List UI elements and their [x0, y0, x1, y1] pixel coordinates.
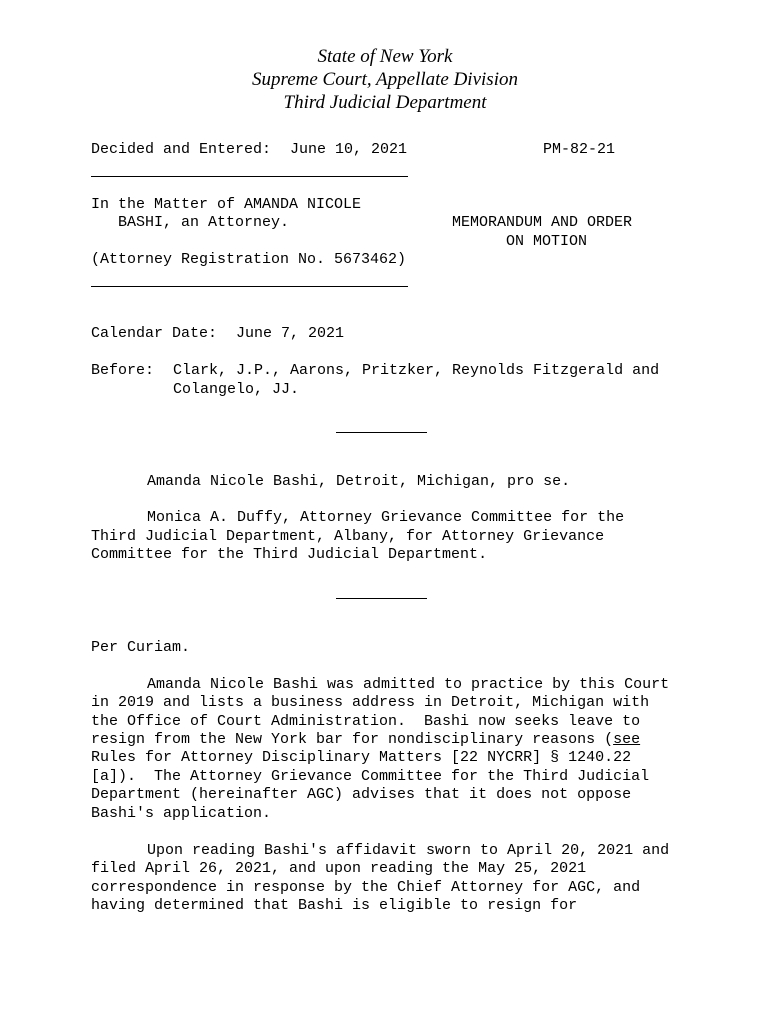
citation-signal-see: see — [613, 731, 641, 748]
matter-line-1: In the Matter of AMANDA NICOLE — [91, 196, 362, 213]
caption-rule-bottom — [91, 286, 408, 287]
para1-line-4 — [91, 731, 640, 750]
decided-date: June 10, 2021 — [290, 141, 408, 158]
para1-line-3: the Office of Court Administration. Bashi now seeks leave to — [91, 713, 641, 730]
court-state: State of New York — [317, 46, 453, 67]
court-name: Supreme Court, Appellate Division — [252, 69, 518, 90]
para2-line-1: Upon reading Bashi's affidavit sworn to April 20, 2021 and — [147, 842, 670, 859]
appearance-agc-line-2: Third Judicial Department, Albany, for Attorney Grievance — [91, 528, 605, 545]
para2-line-4: having determined that Bashi is eligible to resign for — [91, 897, 578, 914]
para1-line-6: [a]). The Attorney Grievance Committee for the Third Judicial — [91, 768, 650, 785]
before-judges-line-1: Clark, J.P., Aarons, Pritzker, Reynolds Fitzgerald and — [173, 362, 660, 379]
para1-line-1: Amanda Nicole Bashi was admitted to practice by this Court — [147, 676, 670, 693]
before-judges-line-2: Colangelo, JJ. — [173, 381, 300, 398]
para1-line-5: Rules for Attorney Disciplinary Matters [22 NYCRR] § 1240.22 — [91, 749, 632, 766]
section-divider-1 — [336, 432, 427, 433]
calendar-date: June 7, 2021 — [236, 325, 345, 342]
para2-line-3: correspondence in response by the Chief Attorney for AGC, and — [91, 879, 641, 896]
para1-line-4-text: resign from the New York bar for nondisciplinary reasons ( — [91, 731, 614, 748]
para1-line-2: in 2019 and lists a business address in Detroit, Michigan with — [91, 694, 650, 711]
appearance-agc-line-3: Committee for the Third Judicial Department. — [91, 546, 488, 563]
para1-line-7: Department (hereinafter AGC) advises that it does not oppose — [91, 786, 632, 803]
court-department: Third Judicial Department — [283, 92, 487, 113]
caption-rule-top — [91, 176, 408, 177]
section-divider-2 — [336, 598, 427, 599]
order-title-line-2: ON MOTION — [506, 233, 588, 250]
appearance-agc-line-1: Monica A. Duffy, Attorney Grievance Committee for the — [147, 509, 625, 526]
per-curiam-heading: Per Curiam. — [91, 639, 191, 656]
calendar-label: Calendar Date: — [91, 325, 218, 342]
para2-line-2: filed April 26, 2021, and upon reading the May 25, 2021 — [91, 860, 587, 877]
appearance-respondent: Amanda Nicole Bashi, Detroit, Michigan, pro se. — [147, 473, 571, 490]
matter-line-2: BASHI, an Attorney. — [118, 214, 290, 231]
before-label: Before: — [91, 362, 155, 379]
para1-line-8: Bashi's application. — [91, 805, 272, 822]
registration-number: (Attorney Registration No. 5673462) — [91, 251, 407, 268]
decided-label: Decided and Entered: — [91, 141, 272, 158]
order-title-line-1: MEMORANDUM AND ORDER — [452, 214, 633, 231]
docket-number: PM-82-21 — [543, 141, 616, 158]
